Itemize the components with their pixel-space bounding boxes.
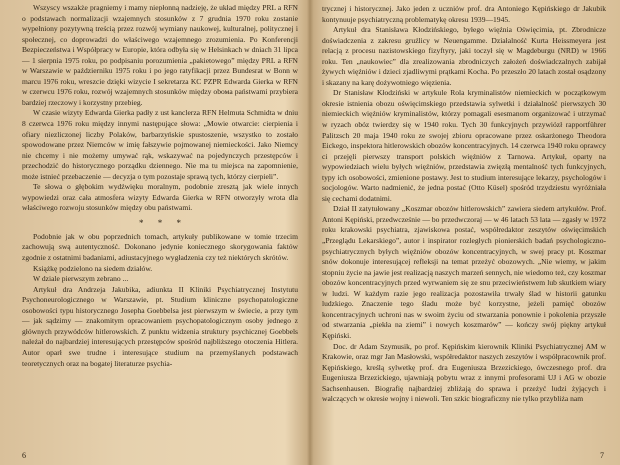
paragraph: Wszyscy wszakże pragniemy i mamy niepłonną nadzieję, że układ między PRL a RFN o podstawach normalizacji wzajemnych stosunków z 7 grudnia 1970 roku zostanie wypełniony pozytywną treścią przez rozwój wymiany naukowej, kulturalnej, politycznej i społecznej, co doprowadzi do właściwego wzajemnego zrozumienia. Po Konferencji Bezpieczeństwa i Współpracy w Europie, która odbyła się w Helsinkach w dniach 31 lipca — 1 sierpnia 1975 roku, po podpisaniu porozumienia „pakietowego” między PRL a RFN w Warszawie w październiku 1975 roku i po jego ratyfikacji przez Bundesrat w Bonn w marcu 1976 roku, wreszcie dzięki wizycie I sekretarza KC PZPR Edwarda Gierka w RFN w czerwcu 1976 roku, rozwój wzajemnych stosunków między obома państwami przybiera bardziej rzeczowy i korzystny przebieg. [22, 3, 298, 107]
paragraph: Dział II zatytułowany „Koszmar obozów hitlerowskich” zawiera siedem artykułów. Prof. Antoni Kępiński, przedwcześnie — bo przedwczoraj — w 46 latach 53 lata — zgasły w 1972 roku krakowski psychiatra, zjawiskowa postać, współredaktor zeszytów oświęcimskich „Przeglądu Lekarskiego”, autor i inspirator rozległych pionierskich badań psychologiczno-psychiatrycznych byłych więźniów obozów koncentracyjnych, w swej pracy pt. Koszmar snów dokonuje interesującej refleksji na temat przeżyć obozowych. „Nie wiemy, w jakim stopniu życie na jawie jest realizacją naszych marzeń sennych, nie wiedomo też, czy koszmar obozów koncentracyjnych przed wyrwaniem się ze snu przeciwieństwem lub skutkiem wiary w ludzi. W każdym razie jego realizacja pozostawiła trwały ślad w historii gatunku ludzkiego. Znaczenie tego śladu może być korzystne, jeżeli pamięć obozów koncentracyjnych uchroni nas w swoim życiu od stwarzania ponownie i pokolenia przyszłe od stwarzania „piekła na ziemi” i nowych koszmarów” — kończy swój piękny artykuł Kępiński. [322, 204, 606, 340]
page-number: 6 [22, 451, 26, 460]
paragraph: Te słowa o głębokim wydźwięku moralnym, podobnie zresztą jak wiele innych wypowiedzi oraz cała atmosfera wizyty Edwarda Gierka w RFN otworzyły wrota dla właściwego rozwoju stosunków między obu państwami. [22, 182, 298, 213]
paragraph: Książkę podzielono na siedem działów. [33, 263, 153, 273]
paragraph: Doc. dr Adam Szymusik, po prof. Kępińskim kierownik Kliniki Psychiatrycznej AM w Krakowie, oraz mgr Jan Masłowski, współredaktor naszych zeszytów i współpracownik prof. Kępińskiego, kreślą sylwetkę prof. dra Eugeniusza Brzezickiego, ówczesnego prof. dra Eugeniusza Brzezickiego, ujawniają pobytu wraz z innymi profesorami UJ i AG w obozie Sachsenhausen. Biografię najbardziej zbliżają do sprawa i przeżyć ludzi żyjących i walczących w okresie wojny i niewoli. Ten szkic biograficzny nie tylko przybliża nam [322, 341, 606, 404]
paragraph: W czasie wizyty Edwarda Gierka padły z ust kanclerza RFN Helmuta Schmidta w dniu 8 czerwca 1976 roku między innymi następujące słowa: „Mowie otwarcie: cierpienia i ofiary niezliczonej liczby Polaków, barbarzyńskie spustoszenie, wszystko to zostało spowodowane przez Niemców w imię fałszywie pojmowanej niemieckości. Jako Niemcy nie chcemy i nie możemy umywać rąk, wskazywać na pojedynczych przestępców i przechodzić do historycznego porządku dziennego. Nie ma tu miejsca na zapomnienie, może istnieć przebaczenie — decyzja o tym pozostaje sprawą tych, którzy cierpieli”. [22, 108, 298, 181]
page-number: 7 [600, 451, 604, 460]
section-separator: * * * [139, 217, 187, 228]
paragraph: W dziale pierwszym zebrano ... [33, 274, 129, 284]
right-page [310, 0, 620, 465]
paragraph: Artykuł dra Stanisława Kłodzińskiego, byłego więźnia Oświęcimia, pt. Zbrodnicze doświadczenia z zakresu gruźlicy w Neuengamme. Działalność Kurta Heissmeyera jest relacją z procesu nazistowskiego fizyftyry, jaki toczył się w Magdeburgu (NRD) w 1966 roku. Ten „naukowiec” dla zrealizowania zbrodniczych założeń doświadczalnych zabijał żywych więźniów i dzieci zjadliwymi prątkami Kocha. Po przeszło 20 latach został osądzony i skazany na karę dożywotniego więzienia. [322, 25, 606, 87]
paragraph: Dr Stanisław Kłodziński w artykule Rola kryminalistów niemieckich w początkowym okresie istnienia obozu oświęcimskiego przedstawia sylwetki i działalność pierwszych 30 niemieckich więźniów kryminalistów, którzy pomagali esesmanom organizować i utrzymać w ryzach obóz twierdzy się w 1940 roku. Tych 30 funkcyjnych przywiózł rapportführer Palitzsch 20 maja 1940 roku ze swojej zbioru opracowane przez oskarżonego Theodora Eickego, inspektora hitlerowskich obozów koncentracyjnych. 14 czerwca 1940 roku oprawcy ci przejęli pierwszy transport polskich więźniów z Tarnowa. Artykuł, oparty na wypowiedziach wielu byłych więźniów, przedstawia zwięzłą mentalność tych funkcyjnych, typy ich osobowości, zmienione postawy. Jest to studium interesujące lekarzy, psychologów i socjologów. Warto nadmienić, że jedna postać (Otto Küsel) spośród trzydziestu wyróżniała się cechami dodatnimi. [322, 88, 606, 203]
paragraph: Artykuł dra Andrzeja Jakubika, adiunkta II Kliniki Psychiatrycznej Instytutu Psychoneurologicznego w Warszawie, pt. Studium kliniczne psychopatologiczne osobowości typu historycznego Josepha Goebbelsa jest pierwszym w świecie, a przy tym — jak sądzimy — znakomitym opracowaniem psychopatologicznym osoby jednego z głównych przywódców hitlerowskich. Z punktu widzenia struktury psychicznej Goebbels należał do najbardziej interesujących przestępców spośród najbliższego otoczenia Hitlera. Autor oparł swe trudne i interesujące studium na przemyślanych podstawach teoretycznych oraz na bogatej literaturze psychia- [22, 284, 298, 368]
paragraph: Podobnie jak w obu poprzednich tomach, artykuły publikowane w tomie trzecim zachowują swą autentyczność. Dokonano jedynie koniecznego skorygowania faktów zgodnie z ostatnimi badaniami, adiustacyjnego wygładzenia czy też niektórych skrótów. [22, 231, 298, 263]
paragraph: trycznej i historycznej. Jako jeden z uczniów prof. dra Antoniego Kępińskiego dr Jakubik kontynuuje psychiatryczną problematykę okresu 1939—1945. [322, 4, 606, 24]
